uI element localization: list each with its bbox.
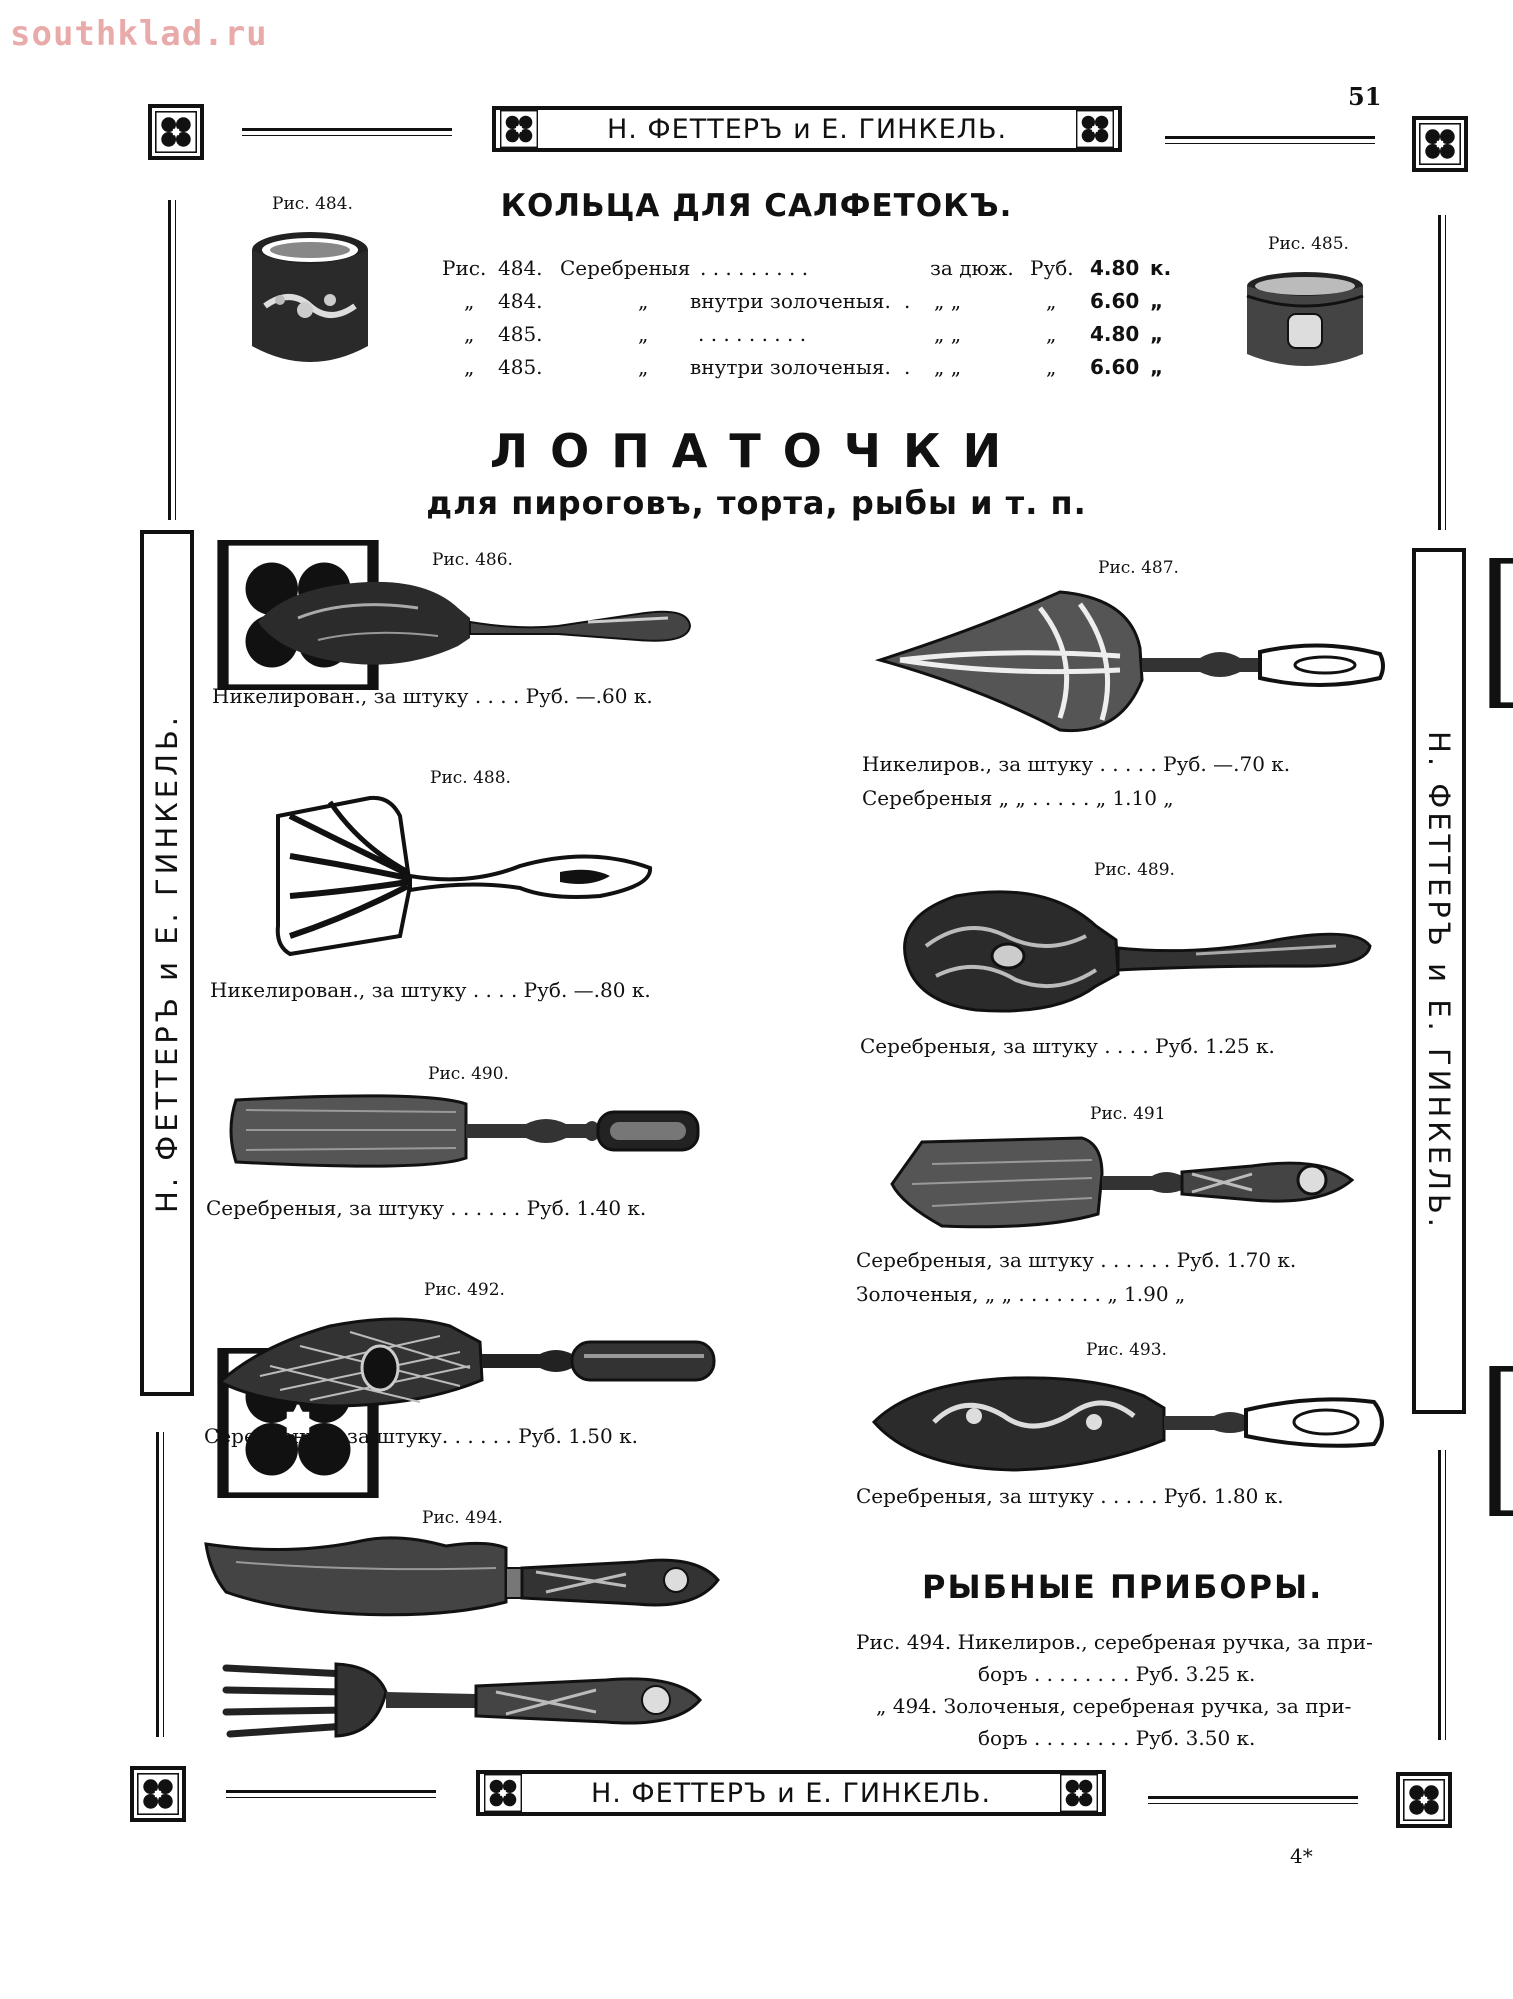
fig-label-485: Рис. 485. xyxy=(1268,234,1349,254)
item-492-price: Серебреныя, за штуку. . . . . . Руб. 1.50 к. xyxy=(204,1424,638,1448)
quatrefoil-icon xyxy=(137,1773,179,1815)
item-487-price-2: Серебреныя „ „ . . . . . „ 1.10 „ xyxy=(862,786,1174,810)
vertical-banner-right-text: Н. ФЕТТЕРЪ и Е. ГИНКЕЛЬ. xyxy=(1422,731,1457,1231)
vertical-rule-right-lower xyxy=(1438,1450,1446,1740)
corner-ornament-bottom-left xyxy=(130,1766,186,1822)
fish-cutlery-line-2: боръ . . . . . . . . Руб. 3.25 к. xyxy=(978,1662,1256,1686)
quatrefoil-icon xyxy=(1403,1779,1445,1821)
fig-label-493: Рис. 493. xyxy=(1086,1340,1167,1360)
vertical-banner-left xyxy=(140,530,194,1396)
price-row: „ 485. „ . . . . . . . . . „ „ „ 4.80 „ xyxy=(464,322,1164,346)
footer-rule-left xyxy=(226,1790,436,1798)
item-490-price: Серебреныя, за штуку . . . . . . Руб. 1.40 к. xyxy=(206,1196,647,1220)
item-487-price-1: Никелиров., за штуку . . . . . Руб. —.70 к. xyxy=(862,752,1291,776)
item-491-price-1: Серебреныя, за штуку . . . . . . Руб. 1.70 к. xyxy=(856,1248,1297,1272)
fig-label-494: Рис. 494. xyxy=(422,1508,503,1528)
fish-cutlery-line-4: боръ . . . . . . . . Руб. 3.50 к. xyxy=(978,1726,1256,1750)
server-488-illustration xyxy=(270,796,660,956)
item-486-price: Никелирован., за штуку . . . . Руб. —.60 к. xyxy=(212,684,653,708)
quatrefoil-icon xyxy=(484,1774,522,1812)
fig-label-491: Рис. 491 xyxy=(1090,1104,1166,1124)
fig-label-490: Рис. 490. xyxy=(428,1064,509,1084)
header-rule-left xyxy=(242,128,452,136)
spatulas-title: ЛОПАТОЧКИ xyxy=(489,424,1024,478)
fish-knife-492-illustration xyxy=(220,1306,720,1416)
price-row: Рис. 484. Серебреныя . . . . . . . . . за дюж. Руб. 4.80 к. xyxy=(442,256,1172,280)
watermark: southklad.ru xyxy=(10,14,268,54)
fig-label-484: Рис. 484. xyxy=(272,194,353,214)
fish-cutlery-line-3: „ 494. Золоченыя, серебреная ручка, за при- xyxy=(876,1694,1352,1718)
corner-ornament-top-right xyxy=(1412,116,1468,172)
footer-mark: 4* xyxy=(1290,1844,1313,1868)
fig-label-488: Рис. 488. xyxy=(430,768,511,788)
spatula-491-illustration xyxy=(892,1134,1362,1234)
corner-ornament-top-left xyxy=(148,104,204,160)
quatrefoil-icon xyxy=(148,1348,186,1386)
item-491-price-2: Золоченыя, „ „ . . . . . . . „ 1.90 „ xyxy=(856,1282,1186,1306)
fish-knife-494-illustration xyxy=(206,1532,726,1628)
fig-label-486: Рис. 486. xyxy=(432,550,513,570)
quatrefoil-icon xyxy=(500,110,538,148)
napkin-rings-price-list xyxy=(442,256,1172,388)
banner-title: Н. ФЕТТЕРЪ и Е. ГИНКЕЛЬ. xyxy=(590,1777,992,1809)
quatrefoil-icon xyxy=(1060,1774,1098,1812)
napkin-rings-title: КОЛЬЦА ДЛЯ САЛФЕТОКЪ. xyxy=(500,188,1013,224)
vertical-rule-left-lower xyxy=(156,1432,164,1737)
vertical-banner-left-text: Н. ФЕТТЕРЪ и Е. ГИНКЕЛЬ. xyxy=(150,713,185,1213)
fish-fork-494-illustration xyxy=(226,1656,706,1744)
fish-cutlery-title: РЫБНЫЕ ПРИБОРЫ. xyxy=(922,1568,1324,1606)
item-488-price: Никелирован., за штуку . . . . Руб. —.80 к. xyxy=(210,978,651,1002)
napkin-ring-485-illustration xyxy=(1240,266,1370,378)
banner-title: Н. ФЕТТЕРЪ и Е. ГИНКЕЛЬ. xyxy=(606,113,1008,145)
fig-label-487: Рис. 487. xyxy=(1098,558,1179,578)
fish-cutlery-line-1: Рис. 494. Никелиров., серебреная ручка, за при- xyxy=(856,1630,1373,1654)
quatrefoil-icon xyxy=(1420,1366,1458,1404)
bottom-banner xyxy=(476,1770,1106,1816)
spatulas-subtitle: для пироговъ, торта, рыбы и т. п. xyxy=(426,484,1087,522)
vertical-rule-right-upper xyxy=(1438,215,1446,530)
top-banner xyxy=(492,106,1122,152)
footer-rule-right xyxy=(1148,1796,1358,1804)
price-row: „ 485. „ внутри золоченыя. . „ „ „ 6.60 „ xyxy=(464,355,1164,379)
item-493-price: Серебреныя, за штуку . . . . . Руб. 1.80 к. xyxy=(856,1484,1284,1508)
vertical-banner-right xyxy=(1412,548,1466,1414)
corner-ornament-bottom-right xyxy=(1396,1772,1452,1828)
fish-knife-493-illustration xyxy=(874,1372,1394,1476)
quatrefoil-icon xyxy=(1419,123,1461,165)
server-489-illustration xyxy=(896,886,1376,1016)
price-row: „ 484. „ внутри золоченыя. . „ „ „ 6.60 „ xyxy=(464,289,1164,313)
quatrefoil-icon xyxy=(155,111,197,153)
header-rule-right xyxy=(1165,136,1375,144)
quatrefoil-icon xyxy=(1076,110,1114,148)
page-number: 51 xyxy=(1348,82,1382,111)
fig-label-489: Рис. 489. xyxy=(1094,860,1175,880)
fig-label-492: Рис. 492. xyxy=(424,1280,505,1300)
item-489-price: Серебреныя, за штуку . . . . Руб. 1.25 к. xyxy=(860,1034,1275,1058)
spatula-486-illustration xyxy=(258,578,698,674)
spatula-490-illustration xyxy=(226,1090,706,1172)
napkin-ring-484-illustration xyxy=(235,228,385,378)
spatula-487-illustration xyxy=(880,588,1390,738)
